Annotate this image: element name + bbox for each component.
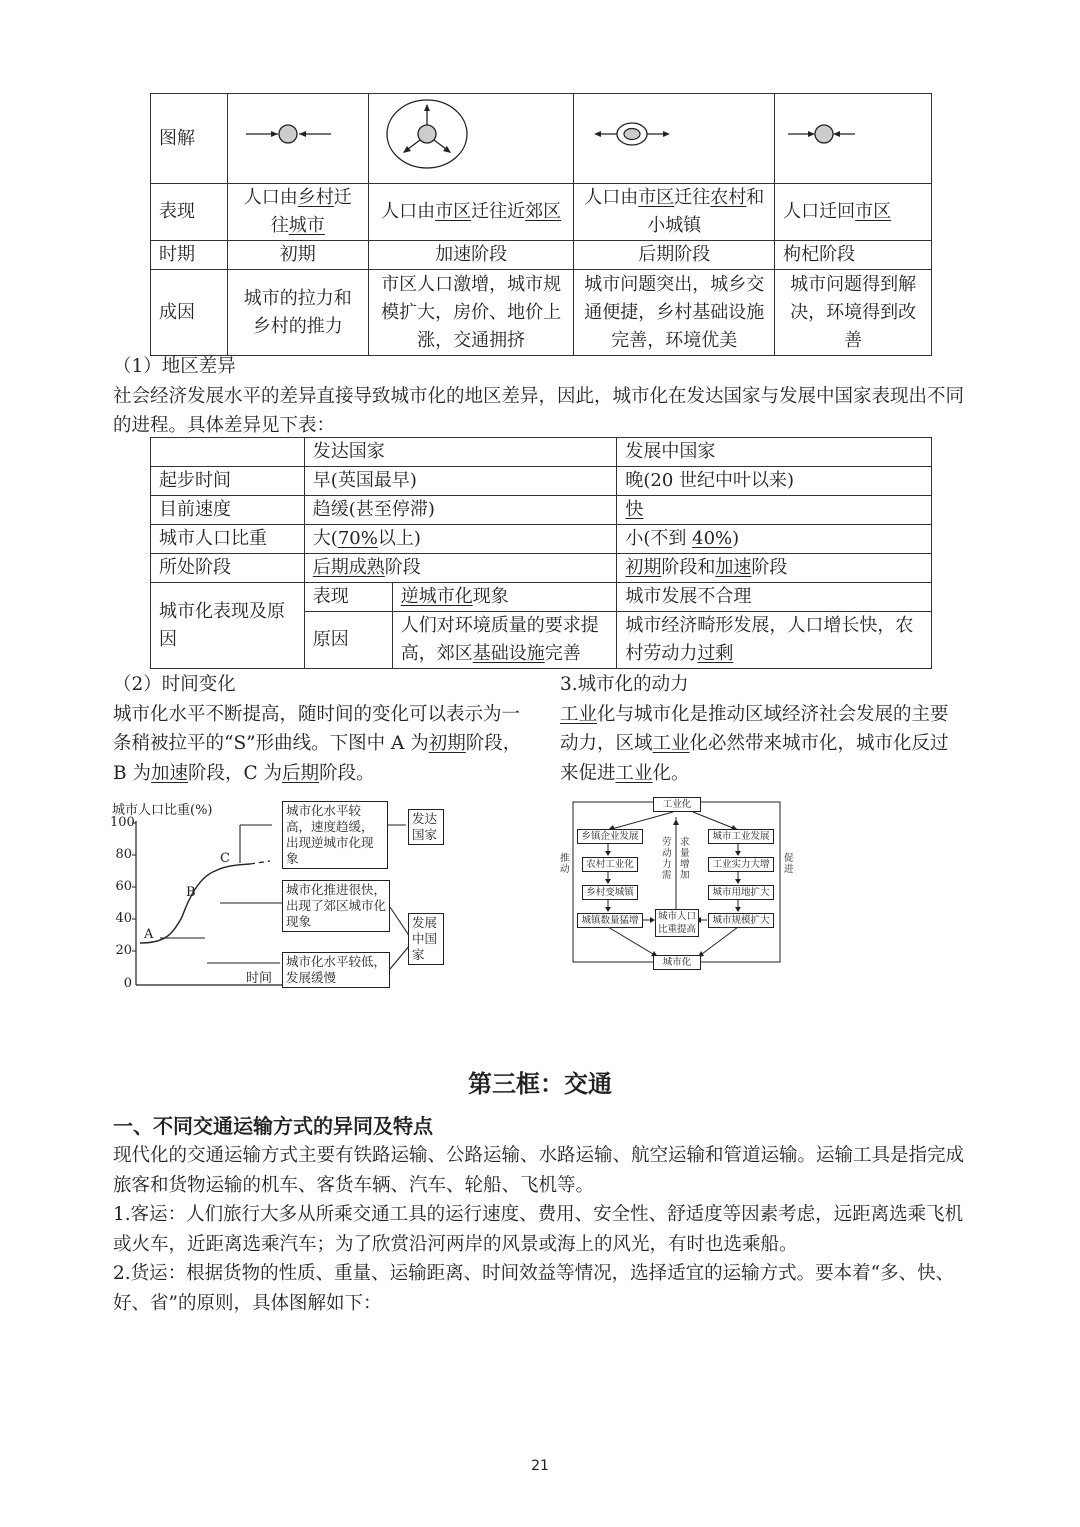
period-stage4: 枸杞阶段 xyxy=(775,241,932,270)
stage-label-b: B xyxy=(186,885,196,900)
paragraph-passenger: 1.客运：人们旅行大多从所乘交通工具的运行速度、费用、安全性、舒适度等因素考虑，远距离选乘飞机或火车，近距离选乘汽车；为了欣赏沿河两岸的风景或海上的风光，有时也选乘船。 xyxy=(113,1204,964,1255)
s-curve-diagram xyxy=(110,795,460,1000)
period-stage2: 加速阶段 xyxy=(368,241,574,270)
cause-stage1: 城市的拉力和乡村的推力 xyxy=(227,270,368,356)
diagram-stage4 xyxy=(775,94,932,184)
flow-mid-left: 劳动力需 xyxy=(662,837,672,881)
ytick-40: 40 xyxy=(115,911,132,926)
stage-developing: 初期阶段和加速阶段 xyxy=(617,554,932,583)
flow-left-1: 乡镇企业发展 xyxy=(577,829,643,844)
period-stage1: 初期 xyxy=(227,241,368,270)
row-label-period: 时期 xyxy=(151,241,228,270)
ratio-developed: 大(70%以上) xyxy=(304,525,617,554)
diagram-stage1 xyxy=(227,94,368,184)
show-stage2: 人口由市区迁往近郊区 xyxy=(368,184,574,241)
flow-left-2: 农村工业化 xyxy=(582,857,638,872)
flow-graphics xyxy=(568,797,800,969)
sub-label-cause: 原因 xyxy=(304,612,392,669)
flow-right-4: 城市规模扩大 xyxy=(708,913,774,928)
start-developed: 早(英国最早) xyxy=(304,467,617,496)
section3-text: 工业化与城市化是推动区域经济社会发展的主要动力，区域工业化必然带来城市化，城市化反过来促进工业化。 xyxy=(560,703,949,784)
box-developing-country: 发展中国家 xyxy=(408,913,444,965)
stage-label-c: C xyxy=(220,851,230,866)
stage-label-a: A xyxy=(144,927,154,942)
flow-right-3: 城市用地扩大 xyxy=(708,885,774,900)
flow-side-left: 推动 xyxy=(560,853,570,875)
section1-heading: （1）地区差异 xyxy=(113,356,236,377)
flow-urbanization: 城市化 xyxy=(653,955,701,970)
box-fast-advance: 城市化推进很快，出现了郊区城市化现象 xyxy=(282,880,390,932)
cause-stage2: 市区人口激增，城市规模扩大，房价、地价上涨，交通拥挤 xyxy=(368,270,574,356)
cause-developed: 人们对环境质量的要求提高，郊区基础设施完善 xyxy=(392,612,617,669)
show-stage4: 人口迁回市区 xyxy=(775,184,932,241)
paragraph-freight: 2.货运：根据货物的性质、重量、运输距离、时间效益等情况，选择适宜的运输方式。要本着“多、快、好、省”的原则，具体图解如下： xyxy=(113,1263,955,1314)
flow-left-4: 城镇数量猛增 xyxy=(577,913,643,928)
stage-developed: 后期成熟阶段 xyxy=(304,554,617,583)
section3-heading: 3.城市化的动力 xyxy=(560,674,689,695)
show-stage3: 人口由市区迁往农村和小城镇 xyxy=(574,184,775,241)
box-low-level: 城市化水平较低，发展缓慢 xyxy=(282,952,390,988)
frame-title: 第三框：交通 xyxy=(468,1070,612,1098)
row-label-cause: 成因 xyxy=(151,270,228,356)
flow-right-1: 城市工业发展 xyxy=(708,829,774,844)
urbanization-stage-table xyxy=(150,93,932,356)
start-developing: 晚(20 世纪中叶以来) xyxy=(617,467,932,496)
ratio-developing: 小(不到 40%) xyxy=(617,525,932,554)
ytick-80: 80 xyxy=(115,847,132,862)
flow-industrialization: 工业化 xyxy=(653,797,701,812)
industrialization-flow-diagram xyxy=(560,797,800,969)
row-label-show: 表现 xyxy=(151,184,228,241)
cause-developing: 城市经济畸形发展，人口增长快，农村劳动力过剩 xyxy=(617,612,932,669)
head-developing: 发展中国家 xyxy=(617,438,932,467)
label-speed: 目前速度 xyxy=(151,496,305,525)
ytick-20: 20 xyxy=(115,943,132,958)
show-stage1: 人口由乡村迁往城市 xyxy=(227,184,368,241)
show-developing: 城市发展不合理 xyxy=(617,583,932,612)
ytick-100: 100 xyxy=(110,815,135,830)
ytick-0: 0 xyxy=(123,976,132,991)
sub-label-show: 表现 xyxy=(304,583,392,612)
cause-stage3: 城市问题突出，城乡交通便捷，乡村基础设施完善，环境优美 xyxy=(574,270,775,356)
section2-text: 城市化水平不断提高，随时间的变化可以表示为一条稍被拉平的“S”形曲线。下图中 A 为初期阶段，B 为加速阶段，C 为后期阶段。 xyxy=(113,703,522,784)
ytick-60: 60 xyxy=(115,879,132,894)
heading-transport-modes: 一、不同交通运输方式的异同及特点 xyxy=(113,1114,433,1138)
label-urban-ratio: 城市人口比重 xyxy=(151,525,305,554)
flow-left-3: 乡村变城镇 xyxy=(582,885,638,900)
speed-developing: 快 xyxy=(617,496,932,525)
box-high-level: 城市化水平较高，速度趋缓，出现逆城市化现象 xyxy=(282,801,388,869)
row-label-diagram: 图解 xyxy=(151,94,228,184)
cause-stage4: 城市问题得到解决，环境得到改善 xyxy=(775,270,932,356)
section2-heading: （2）时间变化 xyxy=(113,674,236,695)
flow-mid-right: 求量增加 xyxy=(680,837,690,881)
diagram-stage3 xyxy=(574,94,775,184)
flow-right-2: 工业实力大增 xyxy=(708,857,774,872)
show-developed: 逆城市化现象 xyxy=(392,583,617,612)
label-expression-cause: 城市化表现及原因 xyxy=(151,583,305,669)
flow-side-right: 促进 xyxy=(784,853,794,875)
label-stage: 所处阶段 xyxy=(151,554,305,583)
box-developed-country: 发达国家 xyxy=(408,809,444,845)
curve-xlabel: 时间 xyxy=(246,971,273,986)
page-number: 21 xyxy=(531,1458,549,1474)
flow-center: 城市人口比重提高 xyxy=(655,909,699,937)
section1-text: 社会经济发展水平的差异直接导致城市化的地区差异，因此，城市化在发达国家与发展中国家表现出不同的进程。具体差异见下表： xyxy=(113,385,965,436)
diff-corner xyxy=(151,438,305,467)
regional-difference-table xyxy=(150,437,932,669)
curve-ylabel: 城市人口比重(%) xyxy=(112,803,213,818)
period-stage3: 后期阶段 xyxy=(574,241,775,270)
diagram-stage2 xyxy=(368,94,574,184)
label-start-time: 起步时间 xyxy=(151,467,305,496)
head-developed: 发达国家 xyxy=(304,438,617,467)
paragraph-modes: 现代化的交通运输方式主要有铁路运输、公路运输、水路运输、航空运输和管道运输。运输工具是指完成旅客和货物运输的机车、客货车辆、汽车、轮船、飞机等。 xyxy=(113,1145,965,1196)
speed-developed: 趋缓(甚至停滞) xyxy=(304,496,617,525)
